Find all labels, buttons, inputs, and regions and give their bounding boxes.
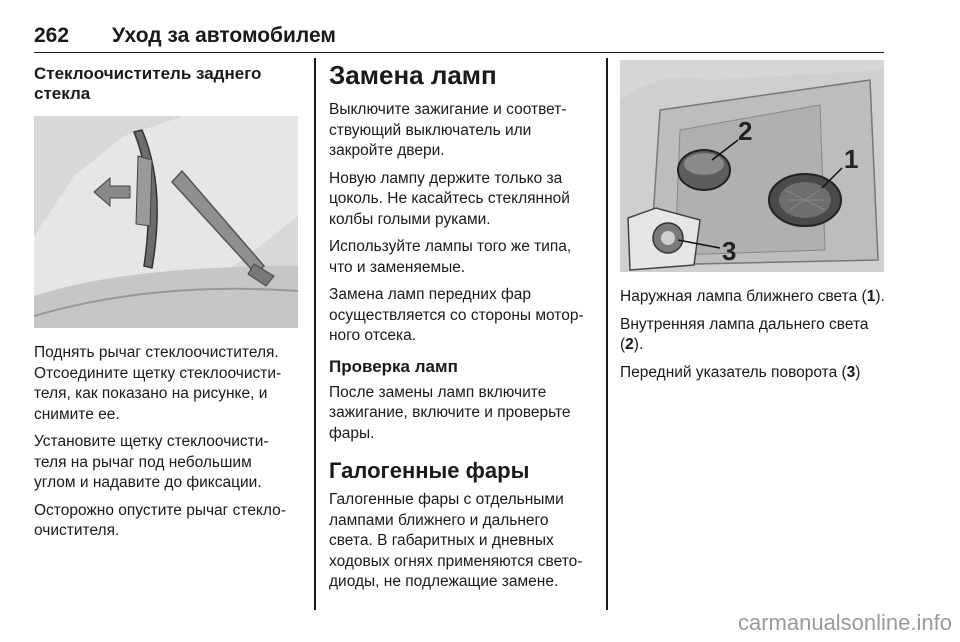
column-divider <box>606 58 608 610</box>
column-headlamp <box>620 60 888 390</box>
paragraph: Замена ламп передних фар осуществляется со стороны мотор- ного отсека. <box>329 286 584 344</box>
callout-1: 1 <box>844 144 859 174</box>
column-bulbs <box>329 60 595 600</box>
column-divider <box>314 58 316 610</box>
page-header <box>34 16 884 53</box>
rear-wiper-illustration <box>34 116 298 328</box>
headlamp-illustration <box>620 60 884 272</box>
callout-3: 3 <box>722 236 737 266</box>
paragraph: Используйте лампы того же типа, что и заменяемые. <box>329 238 572 276</box>
section-heading-rear-wiper: Стеклоочиститель заднего стекла <box>34 64 262 103</box>
legend-item-2: Внутренняя лампа дальнего света (2). <box>620 315 869 353</box>
paragraph: Установите щетку стеклоочисти- теля на рычаг под небольшим углом и надавите до фиксации. <box>34 433 269 491</box>
paragraph: Новую лампу держите только за цоколь. Не касайтесь стеклянной колбы голыми руками. <box>329 169 570 228</box>
paragraph: Выключите зажигание и соответ- ствующий выключатель или закройте двери. <box>329 101 567 159</box>
paragraph: Поднять рычаг стеклоочистителя. Отсоедините щетку стеклоочисти- теля, как показано на рисунке, и снимите ее. <box>34 344 282 423</box>
paragraph: После замены ламп включите зажигание, включите и проверьте фары. <box>329 383 571 442</box>
subheading-bulb-check: Проверка ламп <box>329 356 458 376</box>
column-wiper <box>34 60 300 549</box>
legend-item-3: Передний указатель поворота (3) <box>620 363 861 381</box>
paragraph: Осторожно опустите рычаг стекло- очистителя. <box>34 501 286 539</box>
section-heading-halogen: Галогенные фары <box>329 458 530 483</box>
section-title-bulb-replacement: Замена ламп <box>329 60 497 90</box>
page-number: 262 <box>34 24 70 47</box>
callout-2: 2 <box>738 116 753 146</box>
running-title: Уход за автомобилем <box>112 24 336 47</box>
legend-item-1: Наружная лампа ближнего света (1). <box>620 288 885 305</box>
watermark: carmanualsonline.info <box>737 610 952 635</box>
paragraph: Галогенные фары с отдельными лампами ближнего и дальнего света. В габаритных и дневных ходовых огнях применяются свето- диоды, не подлежащие замене. <box>329 491 583 590</box>
